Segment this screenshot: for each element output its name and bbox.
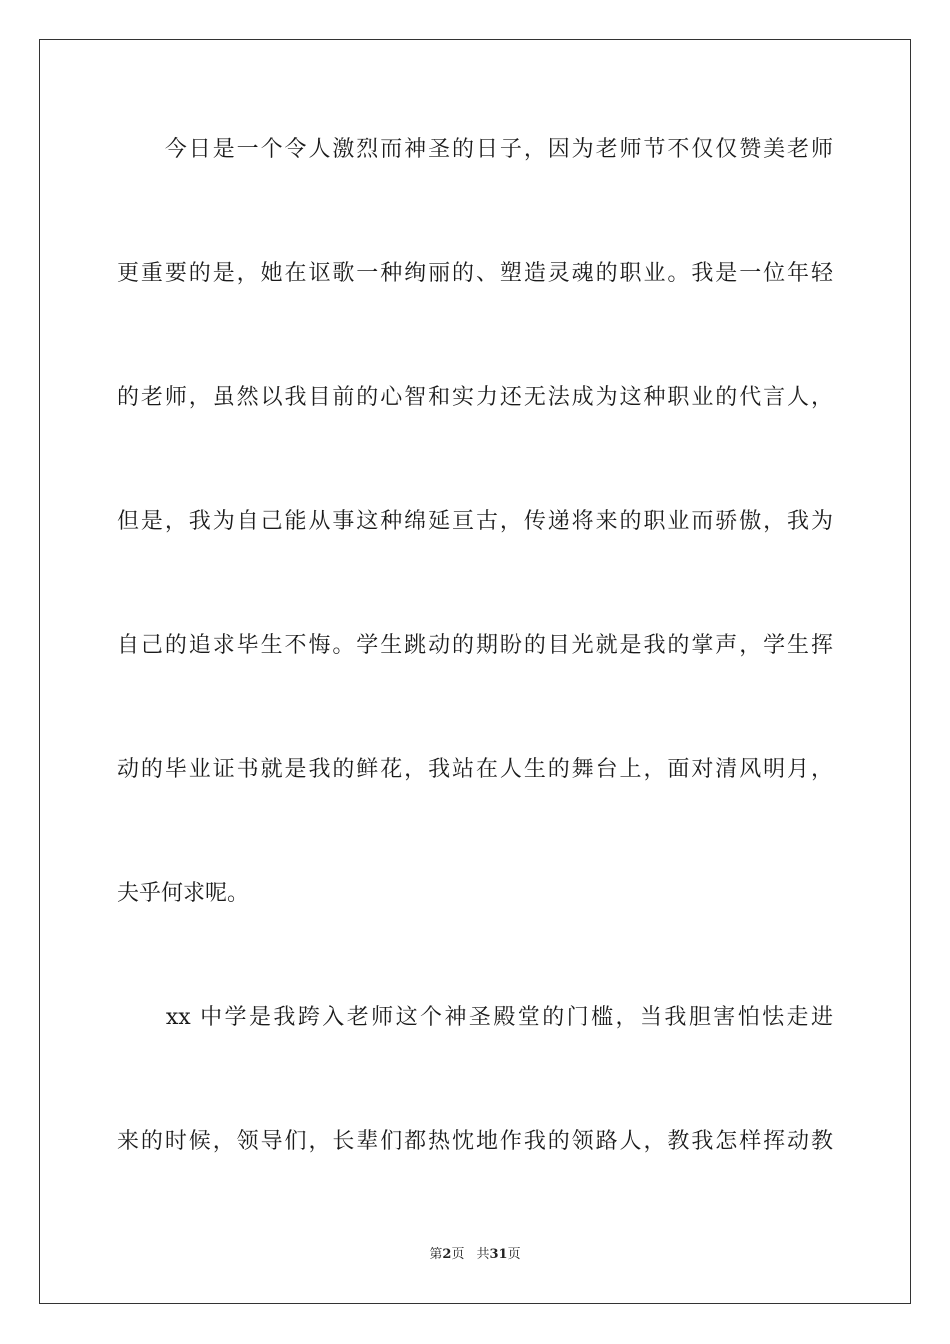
text-line-9: 来的时候，领导们，长辈们都热忱地作我的领路人，教我怎样挥动教 xyxy=(117,1129,833,1154)
text-line-1: 今日是一个令人激烈而神圣的日子，因为老师节不仅仅赞美老师 xyxy=(117,137,833,162)
footer-page-suffix: 页 xyxy=(451,1247,465,1262)
page-border xyxy=(39,39,911,1304)
page-footer xyxy=(0,1246,950,1264)
text-line-8: xx 中学是我跨入老师这个神圣殿堂的门槛，当我胆害怕怯走进 xyxy=(117,1005,833,1030)
text-line-2: 更重要的是，她在讴歌一种绚丽的、塑造灵魂的职业。我是一位年轻 xyxy=(117,261,833,286)
text-line-6: 动的毕业证书就是我的鲜花，我站在人生的舞台上，面对清风明月， xyxy=(117,757,833,782)
text-line-5: 自己的追求毕生不悔。学生跳动的期盼的目光就是我的掌声，学生挥 xyxy=(117,633,833,658)
footer-total-prefix: 共 xyxy=(476,1247,490,1262)
text-line-3: 的老师，虽然以我目前的心智和实力还无法成为这种职业的代言人， xyxy=(117,385,833,410)
footer-page-number: 2 xyxy=(442,1247,452,1262)
footer-total-suffix: 页 xyxy=(507,1247,521,1262)
text-line-4: 但是，我为自己能从事这种绵延亘古，传递将来的职业而骄傲，我为 xyxy=(117,509,833,534)
footer-total-pages: 31 xyxy=(489,1247,508,1262)
footer-page-prefix: 第 xyxy=(429,1247,443,1262)
text-line-7: 夫乎何求呢。 xyxy=(117,881,250,906)
